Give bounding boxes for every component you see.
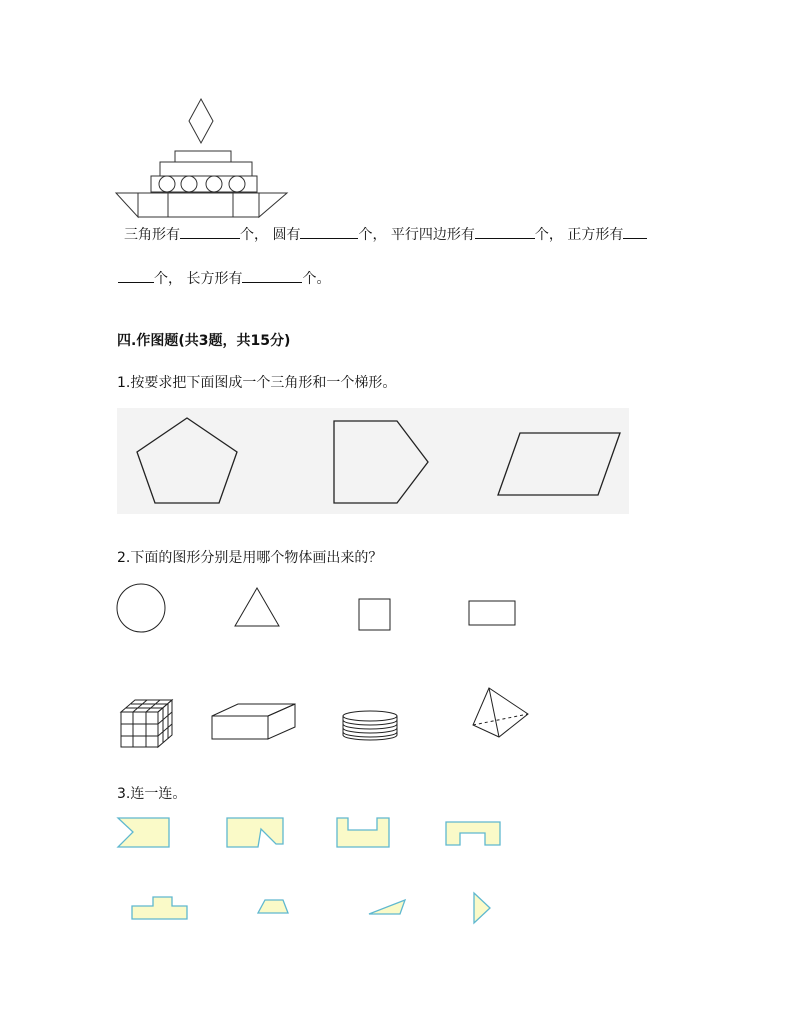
right-triangle bbox=[369, 900, 405, 914]
count-text: 个， bbox=[240, 227, 268, 243]
arch-shape bbox=[446, 822, 500, 845]
small-triangle bbox=[474, 893, 490, 923]
count-text: 个， bbox=[534, 227, 563, 243]
count-text: 个， bbox=[154, 271, 182, 287]
count-text: 长方形有 bbox=[186, 271, 243, 287]
count-text: 三角形有 bbox=[124, 227, 180, 243]
count-text: 平行四边形有 bbox=[390, 227, 475, 243]
cut-rectangle bbox=[227, 818, 283, 847]
section-heading: 四.作图题(共3题，共15分) bbox=[117, 333, 291, 349]
u-shape bbox=[337, 818, 389, 847]
notched-rectangle bbox=[118, 818, 169, 847]
count-text: 圆有 bbox=[272, 227, 301, 243]
trapezoid bbox=[258, 900, 288, 913]
question-2-text: 2.下面的图形分别是用哪个物体画出来的？ bbox=[117, 550, 383, 566]
question-1-text: 1.按要求把下面图成一个三角形和一个梯形。 bbox=[117, 375, 397, 391]
question-3-text: 3.连一连。 bbox=[117, 786, 187, 802]
count-text: 正方形有 bbox=[567, 227, 624, 243]
count-text: 个， bbox=[358, 227, 387, 243]
step-shape bbox=[132, 897, 187, 919]
count-text: 个。 bbox=[302, 271, 331, 287]
